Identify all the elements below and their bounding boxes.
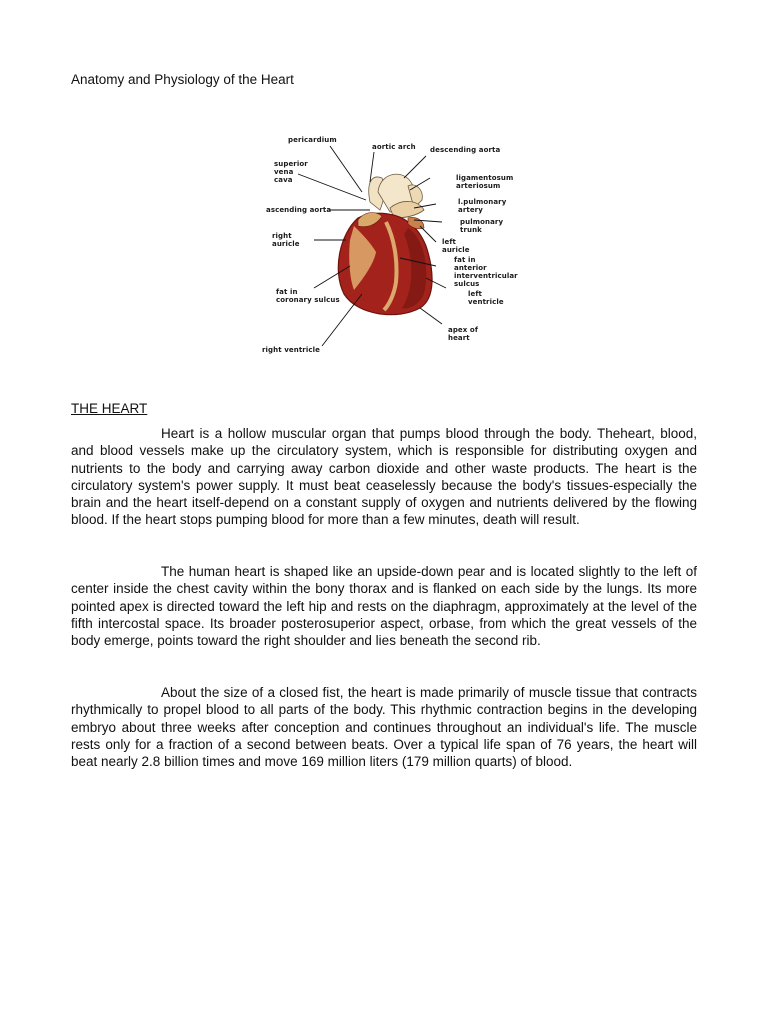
label-aortic-arch: aortic arch bbox=[372, 143, 416, 151]
label-right-auricle: right auricle bbox=[272, 232, 300, 248]
label-fat-interventricular-sulcus: fat in anterior interventricular sulcus bbox=[454, 256, 518, 288]
label-left-auricle: left auricle bbox=[442, 238, 470, 254]
document-title: Anatomy and Physiology of the Heart bbox=[71, 72, 294, 87]
label-pulmonary-artery: l.pulmonary artery bbox=[458, 198, 507, 214]
label-ascending-aorta: ascending aorta bbox=[266, 206, 332, 214]
label-right-ventricle: right ventricle bbox=[262, 346, 320, 354]
label-superior-vena-cava: superior vena cava bbox=[274, 160, 308, 184]
paragraph-1: Heart is a hollow muscular organ that pumps blood through the body. Theheart, blood, and blood vessels make up the circulatory system, which is responsible for distributing oxygen and nutrients to the body and carrying away carbon dioxide and other waste products. The heart is the circulatory system's power supply. It must beat ceaselessly because the body's tissues-especially the brain and the heart itself-depend on a constant supply of oxygen and nutrients delivered by the flowing blood. If the heart stops pumping blood for more than a few minutes, death will result. bbox=[71, 426, 697, 528]
label-apex-of-heart: apex of heart bbox=[448, 326, 478, 342]
section-heading: THE HEART bbox=[71, 401, 148, 416]
label-pericardium: pericardium bbox=[288, 136, 337, 144]
label-fat-coronary-sulcus: fat in coronary sulcus bbox=[276, 288, 340, 304]
label-pulmonary-trunk: pulmonary trunk bbox=[460, 218, 504, 234]
paragraph-3: About the size of a closed fist, the heart is made primarily of muscle tissue that contracts rhythmically to propel blood to all parts of the body. This rhythmic contraction begins in the developing embryo about three weeks after conception and continues throughout an individual's life. The muscle rests only for a fraction of a second between beats. Over a typical life span of 76 years, the heart will beat nearly 2.8 billion times and move 169 million liters (179 million quarts) of blood. bbox=[71, 685, 697, 770]
paragraph-2: The human heart is shaped like an upside-down pear and is located slightly to the left of center inside the chest cavity within the bony thorax and is flanked on each side by the lungs. Its more pointed apex is directed toward the left hip and rests on the diaphragm, approximately at the level of the fifth intercostal space. Its broader posterosuperior aspect, orbase, from which the great vessels of the body emerge, points toward the right shoulder and lies beneath the second rib. bbox=[71, 564, 697, 649]
heart-diagram bbox=[258, 130, 520, 358]
label-ligamentosum-arteriosum: ligamentosum arteriosum bbox=[456, 174, 514, 190]
label-descending-aorta: descending aorta bbox=[430, 146, 501, 154]
label-left-ventricle: left ventricle bbox=[468, 290, 504, 306]
